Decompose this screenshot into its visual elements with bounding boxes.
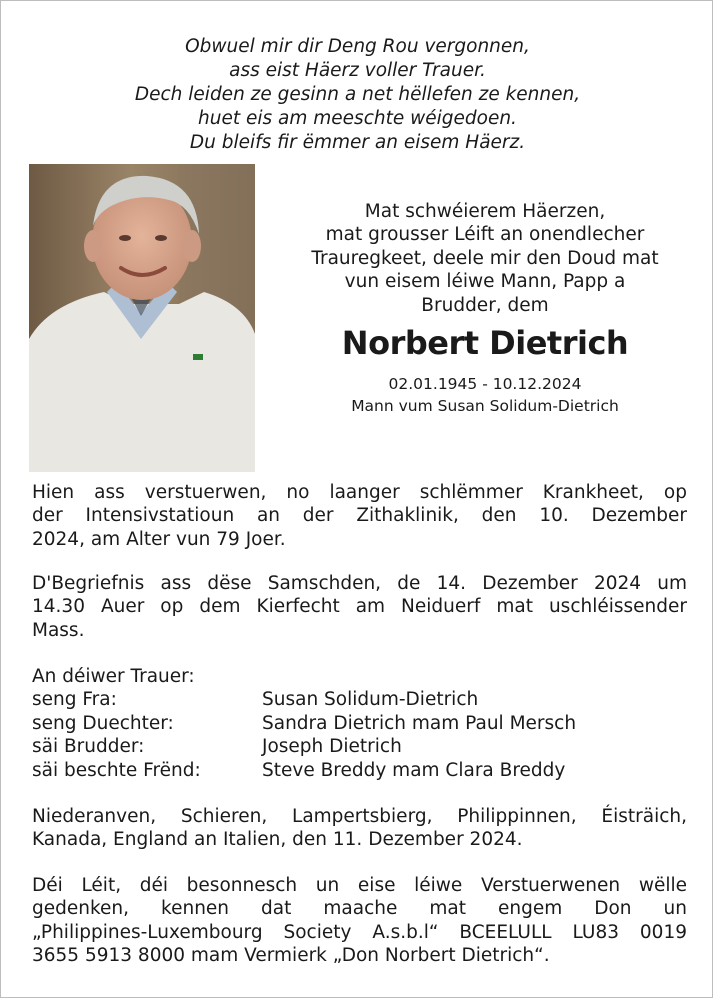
mourner-relation: seng Duechter: [32,712,174,734]
poem-line: huet eis am meeschte wéigedoen. [198,108,517,129]
spouse-line: Mann vum Susan Solidum-Dietrich [351,397,619,415]
mourner-row [32,688,687,711]
paragraph-line: Hien ass verstuerwen, no laanger schlëmmer Krankheet, op [32,482,687,503]
intro-line: Mat schwéierem Häerzen, [364,201,606,222]
mourner-names: Joseph Dietrich [262,736,402,758]
places-paragraph [32,805,687,852]
mourner-row [32,712,687,735]
paragraph-line: der Intensivstatioun an der Zithaklinik, den 10. Dezember [32,505,687,527]
mourner-row [32,759,687,782]
paragraph-line: 3655 5913 8000 mam Vermierk „Don Norbert Dietrich“. [32,944,550,966]
portrait-photo [29,164,255,472]
mourner-names: Steve Breddy mam Clara Breddy [262,759,566,781]
paragraph-line: 14.30 Auer op dem Kierfecht am Neiduerf mat uschléissender [32,596,687,618]
mourners-list [32,665,687,782]
paragraph-line: Kanada, England an Italien, den 11. Dezember 2024. [32,829,523,851]
paragraph-line: Niederanven, Schieren, Lampertsbierg, Philippinnen, Éisträich, [32,806,687,827]
paragraph-line: D'Begriefnis ass dëse Samschden, de 14. Dezember 2024 um [32,573,687,594]
intro-line: Brudder, dem [421,294,549,316]
mourners-heading: An déiwer Trauer: [32,666,195,687]
paragraph-line: 2024, am Alter vun 79 Joer. [32,528,286,550]
portrait-photo-icon [29,164,255,472]
donation-paragraph [32,874,687,967]
funeral-paragraph [32,572,687,642]
poem-line: Obwuel mir dir Deng Rou vergonnen, [185,36,530,57]
mourner-names: Sandra Dietrich mam Paul Mersch [262,712,577,734]
mourner-relation: säi beschte Frënd: [32,759,201,781]
mourner-names: Susan Solidum-Dietrich [262,689,479,711]
mourner-row [32,735,687,758]
mourner-relation: seng Fra: [32,689,117,711]
poem-line: ass eist Häerz voller Trauer. [229,60,486,81]
death-paragraph [32,481,687,551]
paragraph-line: gedenken, kennen dat maache mat engem Don un [32,898,687,920]
poem-line: Dech leiden ze gesinn a net hëllefen ze kennen, [134,84,581,105]
deceased-name: Norbert Dietrich [341,324,629,362]
poem [1,35,714,155]
paragraph-line: Déi Léit, déi besonnesch un eise léiwe Verstuerwenen wëlle [32,875,687,896]
life-dates: 02.01.1945 - 10.12.2024 [388,375,582,393]
poem-line: Du bleifs fir ëmmer an eisem Häerz. [189,132,526,153]
announcement-intro [271,200,699,317]
intro-line: vun eisem léiwe Mann, Papp a [344,271,626,293]
paragraph-line: Mass. [32,619,85,641]
intro-line: mat grousser Léift an onendlecher [325,224,645,246]
paragraph-line: „Philippines-Luxembourg Society A.s.b.l“ BCEELULL LU83 0019 [32,921,687,943]
intro-line: Trauregkeet, deele mir den Doud mat [311,247,659,269]
mourner-relation: säi Brudder: [32,736,145,758]
